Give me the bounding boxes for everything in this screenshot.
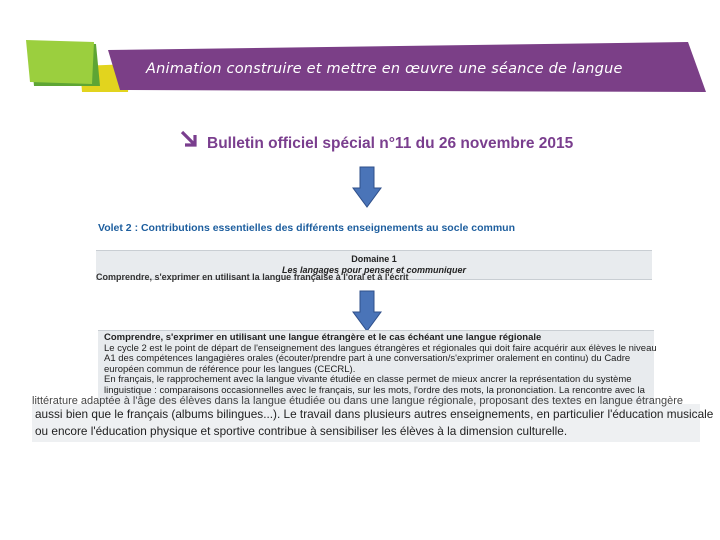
bulletin-title: Bulletin officiel spécial n°11 du 26 novembre 2015 (207, 135, 574, 152)
domain-cut-line (96, 272, 652, 282)
continuation-line: ou encore l'éducation physique et sportive contribue à sensibiliser les élèves à la dimension culturelle. (35, 424, 568, 438)
excerpt-line: En français, le rapprochement avec la langue vivante étudiée en classe permet de mieux ancrer la représentation du système (104, 374, 632, 386)
continuation-cut-line: littérature adaptée à l'âge des élèves dans la langue étudiée ou dans une langue régionale, proposant des textes en langue étrangère (32, 395, 683, 407)
continuation-box (32, 395, 714, 442)
volet-title: Volet 2 : Contributions essentielles des différents enseignements au socle commun (98, 222, 515, 234)
page-title: Animation construire et mettre en œuvre une séance de langue (146, 61, 623, 77)
down-arrow-icon (352, 166, 382, 208)
domain-title: Domaine 1 (351, 254, 397, 264)
excerpt-line: A1 des compétences langagières orales (écouter/prendre part à une conversation/s'exprimer oralement en continu) du Cadre (104, 353, 631, 365)
domain-cut-text: Comprendre, s'exprimer en utilisant la langue française à l'oral et à l'écrit (96, 272, 409, 282)
down-arrow-icon (352, 290, 382, 332)
excerpt-line: européen commun de référence pour les langues (CECRL). (104, 363, 356, 375)
domain-subtitle: Les langages pour penser et communiquer (281, 265, 467, 275)
header-banner (0, 0, 720, 110)
excerpt-line: Le cycle 2 est le point de départ de l'enseignement des langues étrangères et régionales qui doit faire acquérir aux élèves le niveau (104, 342, 657, 354)
banner-green-shape (26, 40, 94, 84)
excerpt-heading: Comprendre, s'exprimer en utilisant une langue étrangère et le cas échéant une langue régionale (104, 332, 542, 343)
arrow-down-right-icon (180, 130, 198, 148)
excerpt-line: linguistique : comparaisons occasionnelles avec le français, sur les mots, l'ordre des mots, la prononciation. La rencontre avec la (104, 384, 645, 396)
continuation-line: aussi bien que le français (albums bilingues...). Le travail dans plusieurs autres enseignements, en particulier l'éducation musicale (35, 407, 714, 421)
